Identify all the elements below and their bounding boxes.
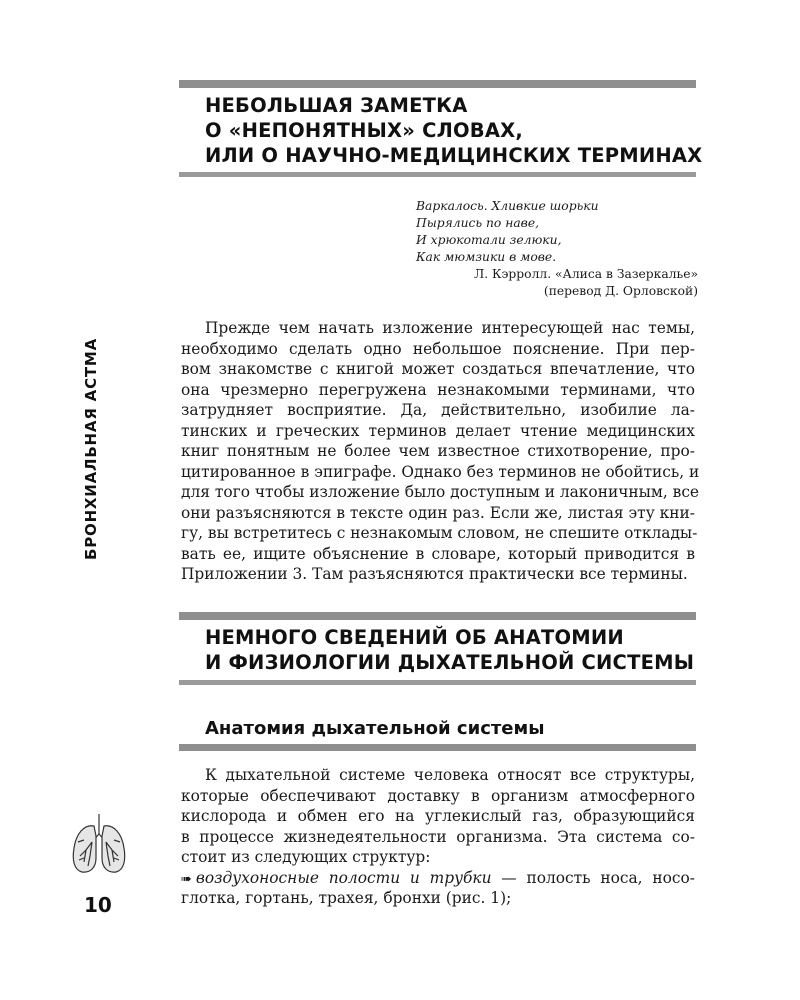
- epigraph-attribution: (перевод Д. Орловской): [543, 284, 698, 298]
- section2-top-rule: [179, 612, 696, 620]
- paragraph-line: необходимо сделать одно небольшое пояснение. При пер-: [181, 339, 695, 358]
- epigraph-line: Пырялись по наве,: [416, 216, 539, 230]
- paragraph-line: книг понятным не более чем известное стихотворение, про-: [181, 442, 695, 460]
- running-title: БРОНХИАЛЬНАЯ АСТМА: [82, 337, 100, 560]
- paragraph-line: в процессе жизнедеятельности организма. Эта система со-: [181, 827, 695, 846]
- section1-heading-line: О «НЕПОНЯТНЫХ» СЛОВАХ,: [205, 119, 523, 142]
- subsection-heading: Анатомия дыхательной системы: [205, 718, 545, 739]
- paragraph-line: кислорода и обмен его на углекислый газ, образующийся: [181, 807, 695, 825]
- bullet-term: воздухоносные полости и трубки: [195, 868, 492, 887]
- paragraph-line: тинских и греческих терминов делает чтение медицинских: [181, 421, 695, 440]
- paragraph-line: она чрезмерно перегружена незнакомыми терминами, что: [181, 380, 695, 399]
- epigraph-attribution: Л. Кэрролл. «Алиса в Зазеркалье»: [473, 267, 698, 281]
- epigraph-line: Варкалось. Хливкие шорьки: [416, 199, 599, 213]
- paragraph-line: К дыхательной системе человека относят все структуры,: [205, 766, 695, 784]
- arrow-bullet-icon: ➠: [181, 871, 192, 887]
- paragraph-line: гу, вы встретитесь с незнакомым словом, не спешите отклады-: [181, 524, 698, 542]
- lungs-icon: [70, 812, 128, 874]
- page-number: 10: [84, 893, 112, 917]
- section1-heading: [205, 93, 702, 168]
- section2-bottom-rule: [179, 680, 696, 685]
- bullet-text: — полость носа, носо-: [491, 868, 695, 887]
- section2-heading-line: И ФИЗИОЛОГИИ ДЫХАТЕЛЬНОЙ СИСТЕМЫ: [205, 651, 695, 674]
- epigraph-line: И хрюкотали зелюки,: [416, 233, 562, 247]
- bullet-item: [181, 868, 695, 889]
- section1-top-rule: [179, 80, 696, 88]
- anatomy-paragraph: [181, 765, 695, 909]
- paragraph-line: они разъясняются в тексте один раз. Если же, листая эту кни-: [181, 503, 695, 522]
- section2-heading: [205, 625, 694, 675]
- paragraph-line: для того чтобы изложение было доступным и лаконичным, все: [181, 483, 700, 501]
- paragraph-line: вать ее, ищите объяснение в словаре, который приводится в: [181, 544, 695, 563]
- subsection-rule: [179, 744, 696, 751]
- paragraph-line: вом знакомстве с книгой может создаться впечатление, что: [181, 360, 695, 378]
- bullet-continuation: глотка, гортань, трахея, бронхи (рис. 1);: [181, 889, 512, 907]
- paragraph-line: затрудняет восприятие. Да, действительно, изобилие ла-: [181, 401, 695, 419]
- paragraph-line: которые обеспечивают доставку в организм атмосферного: [181, 786, 695, 805]
- paragraph-line: цитированное в эпиграфе. Однако без терминов не обойтись, и: [181, 462, 700, 481]
- paragraph-line: Приложении 3. Там разъясняются практически все термины.: [181, 565, 688, 583]
- epigraph: [416, 198, 698, 300]
- section2-heading-line: НЕМНОГО СВЕДЕНИЙ ОБ АНАТОМИИ: [205, 626, 624, 649]
- section1-bottom-rule: [179, 172, 696, 177]
- section1-heading-line: ИЛИ О НАУЧНО-МЕДИЦИНСКИХ ТЕРМИНАХ: [205, 144, 703, 167]
- paragraph-line: Прежде чем начать изложение интересующей нас темы,: [205, 319, 695, 337]
- paragraph-line: стоит из следующих структур:: [181, 848, 431, 866]
- intro-paragraph: [181, 318, 700, 585]
- epigraph-line: Как мюмзики в мове.: [416, 250, 557, 264]
- section1-heading-line: НЕБОЛЬШАЯ ЗАМЕТКА: [205, 94, 468, 117]
